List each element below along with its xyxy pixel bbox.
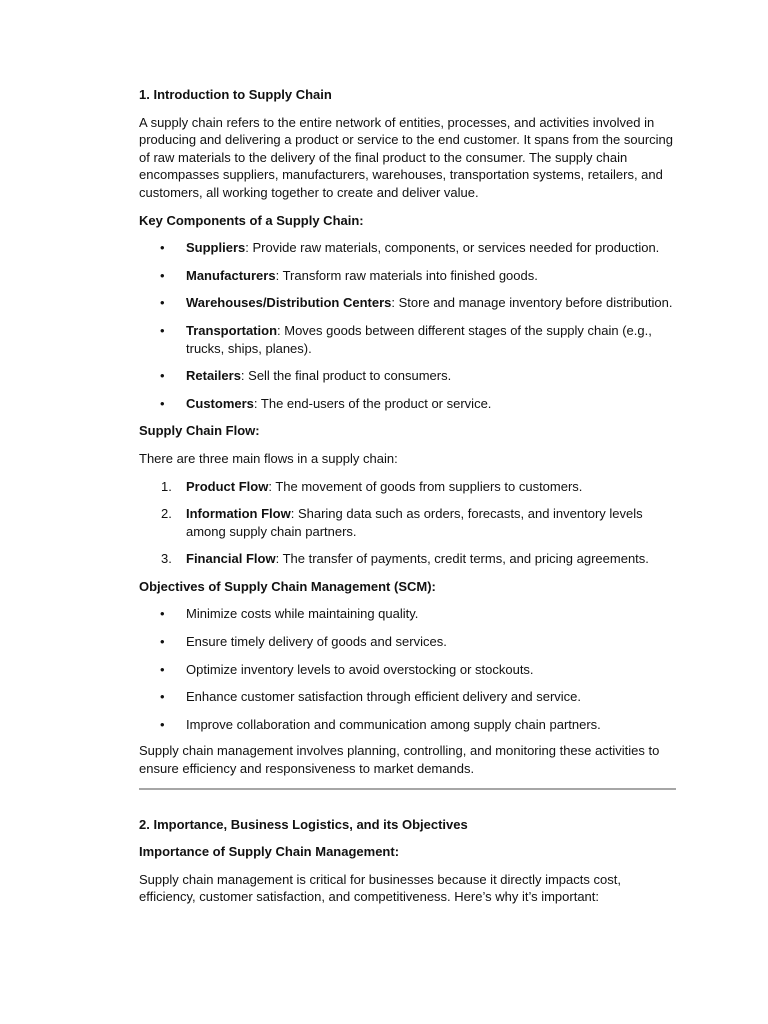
- flow-desc: : Sharing data such as orders, forecasts, and inventory levels among supply chain partners.: [186, 506, 643, 539]
- document-page: [139, 86, 679, 906]
- list-item: [139, 478, 679, 496]
- objective-text: Enhance customer satisfaction through efficient delivery and service.: [186, 689, 582, 705]
- list-number: 3.: [161, 551, 172, 567]
- list-item: [139, 505, 679, 540]
- component-term: Transportation: [186, 322, 278, 338]
- list-item: [139, 395, 679, 413]
- objective-text: Ensure timely delivery of goods and services.: [186, 634, 447, 650]
- list-item: [139, 688, 679, 706]
- component-term: Suppliers: [186, 240, 246, 256]
- objectives-heading: Objectives of Supply Chain Management (SCM):: [139, 578, 436, 594]
- bullet-icon: •: [160, 689, 165, 705]
- bullet-icon: •: [160, 395, 165, 411]
- components-list: [139, 239, 679, 412]
- list-item: [139, 322, 679, 357]
- component-desc: : Transform raw materials into finished goods.: [275, 267, 538, 283]
- section-divider: [139, 788, 676, 790]
- component-desc: : The end-users of the product or service.: [253, 395, 492, 411]
- component-term: Retailers: [186, 368, 241, 384]
- component-desc: : Store and manage inventory before distribution.: [391, 295, 673, 311]
- component-term: Customers: [186, 395, 254, 411]
- flow-intro: There are three main flows in a supply chain:: [139, 450, 398, 466]
- flows-list: [139, 478, 679, 568]
- objectives-list: [139, 605, 679, 733]
- list-item: [139, 239, 679, 257]
- importance-text: Supply chain management is critical for businesses because it directly impacts cost, efficiency, customer satisfaction, and competitiveness. Here’s why it’s important:: [139, 871, 621, 905]
- bullet-icon: •: [160, 295, 165, 311]
- components-heading: Key Components of a Supply Chain:: [139, 212, 364, 228]
- objective-text: Minimize costs while maintaining quality.: [186, 606, 419, 622]
- bullet-icon: •: [160, 606, 165, 622]
- list-number: 1.: [161, 478, 172, 494]
- list-item: [139, 716, 679, 734]
- objective-text: Improve collaboration and communication among supply chain partners.: [186, 716, 601, 732]
- bullet-icon: •: [160, 267, 165, 283]
- section-1-closing: Supply chain management involves planning, controlling, and monitoring these activities to ensure efficiency and responsiveness to market demands.: [139, 743, 660, 777]
- bullet-icon: •: [160, 368, 165, 384]
- list-item: [139, 633, 679, 651]
- section-1-title: 1. Introduction to Supply Chain: [139, 87, 332, 102]
- bullet-icon: •: [160, 716, 165, 732]
- list-item: [139, 267, 679, 285]
- list-item: [139, 367, 679, 385]
- section-2-title: 2. Importance, Business Logistics, and its Objectives: [139, 816, 468, 832]
- flow-term: Financial Flow: [186, 551, 276, 567]
- section-1-intro: A supply chain refers to the entire network of entities, processes, and activities involved in producing and delivering a product or service to the end customer. It spans from the sourcing of raw materials to the delivery of the final product to the consumer. The supply chain encompasses suppliers, manufacturers, warehouses, transportation systems, retailers, and customers, all working together to create and deliver value.: [139, 114, 674, 200]
- list-item: [139, 294, 679, 312]
- component-term: Manufacturers: [186, 267, 276, 283]
- bullet-icon: •: [160, 634, 165, 650]
- list-number: 2.: [161, 506, 172, 522]
- list-item: [139, 661, 679, 679]
- flow-term: Product Flow: [186, 478, 269, 494]
- flow-heading: Supply Chain Flow:: [139, 423, 260, 439]
- bullet-icon: •: [160, 240, 165, 256]
- section-divider-wrap: [139, 788, 679, 790]
- list-item: [139, 605, 679, 623]
- objective-text: Optimize inventory levels to avoid overstocking or stockouts.: [186, 661, 534, 677]
- component-desc: : Sell the final product to consumers.: [240, 368, 452, 384]
- list-item: [139, 550, 679, 568]
- component-term: Warehouses/Distribution Centers: [186, 295, 392, 311]
- bullet-icon: •: [160, 661, 165, 677]
- importance-heading: Importance of Supply Chain Management:: [139, 844, 400, 860]
- flow-desc: : The movement of goods from suppliers to customers.: [268, 478, 583, 494]
- flow-desc: : The transfer of payments, credit terms, and pricing agreements.: [275, 551, 649, 567]
- bullet-icon: •: [160, 322, 165, 338]
- flow-term: Information Flow: [186, 506, 291, 522]
- component-desc: : Provide raw materials, components, or services needed for production.: [245, 240, 660, 256]
- component-desc: : Moves goods between different stages of the supply chain (e.g., trucks, ships, planes).: [186, 322, 652, 356]
